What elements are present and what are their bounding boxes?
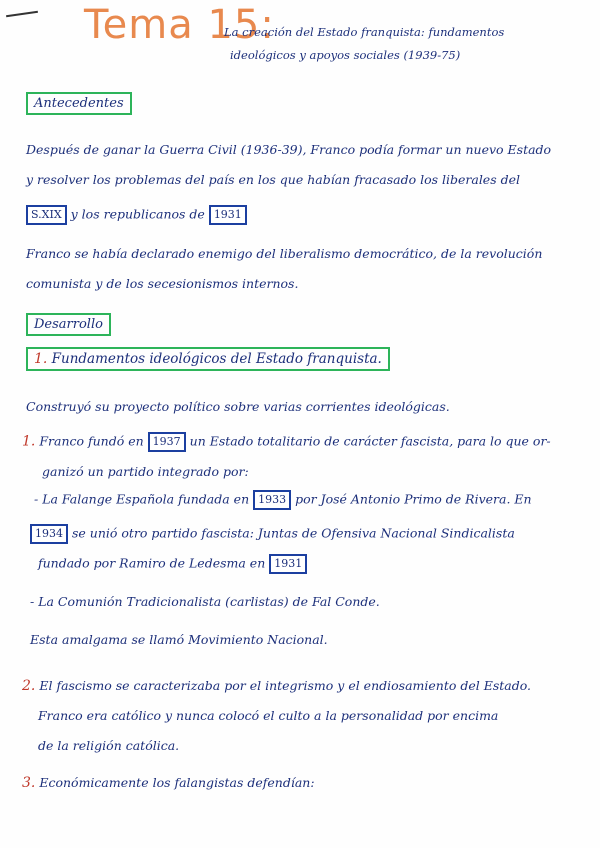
page-subtitle-line2: ideológicos y apoyos sociales (1939-75) xyxy=(230,48,461,62)
dash1-text-a: - La Falange Española fundada en xyxy=(34,491,250,507)
year-box-1931: 1931 xyxy=(209,205,247,225)
item2-line3: de la religión católica. xyxy=(38,738,180,753)
antecedentes-p1-line1: Después de ganar la Guerra Civil (1936-39), Franco podía formar un nuevo Estado xyxy=(26,142,552,157)
section1-title: Fundamentos ideológicos del Estado franquista. xyxy=(51,351,382,367)
dash1-line2 xyxy=(30,524,515,544)
item1-text-a: Franco fundó en xyxy=(39,433,144,449)
page-subtitle-line1: La creación del Estado franquista: fundamentos xyxy=(224,25,505,39)
item2-number: 2. xyxy=(22,678,36,694)
year-box-1933: 1933 xyxy=(253,490,291,510)
antecedentes-p2-line2: comunista y de los secesionismos internos. xyxy=(26,276,299,291)
year-box-1931-ledesma: 1931 xyxy=(269,554,307,574)
section1-number: 1. xyxy=(34,351,48,367)
antecedentes-p1-line3 xyxy=(26,205,247,225)
amalgama-line: Esta amalgama se llamó Movimiento Nacional. xyxy=(30,632,328,647)
item3-line1 xyxy=(22,775,315,791)
dash1-line1 xyxy=(34,490,532,510)
item1-line2: ganizó un partido integrado por: xyxy=(42,464,249,479)
year-box-1937: 1937 xyxy=(148,432,186,452)
dash1-text-d: fundado por Ramiro de Ledesma en xyxy=(38,555,266,571)
year-box-1934: 1934 xyxy=(30,524,68,544)
antecedentes-p1-line2: y resolver los problemas del país en los que habían fracasado los liberales del xyxy=(26,172,520,187)
dash1-text-b: por José Antonio Primo de Rivera. En xyxy=(295,491,532,507)
item2-line1 xyxy=(22,678,531,694)
item1-number: 1. xyxy=(22,433,36,450)
dash1-text-c: se unió otro partido fascista: Juntas de Ofensiva Nacional Sindicalista xyxy=(71,525,515,541)
year-box-sxix: S.XIX xyxy=(26,205,67,225)
desarrollo-intro: Construyó su proyecto político sobre varias corrientes ideológicas. xyxy=(26,399,450,414)
page-title: Tema 15: xyxy=(84,2,275,48)
section-heading-desarrollo: Desarrollo xyxy=(26,313,111,336)
item3-text-line1: Económicamente los falangistas defendían: xyxy=(39,775,315,790)
item2-line2: Franco era católico y nunca colocó el culto a la personalidad por encima xyxy=(38,708,499,723)
item1-text-b: un Estado totalitario de carácter fascista, para lo que or- xyxy=(189,433,551,449)
dash2-line: - La Comunión Tradicionalista (carlistas) de Fal Conde. xyxy=(30,594,380,609)
section1-title-box xyxy=(26,347,390,371)
corner-pen-stroke xyxy=(6,11,38,17)
antecedentes-p1-line3-text: y los republicanos de xyxy=(70,206,205,222)
section-heading-antecedentes: Antecedentes xyxy=(26,92,132,115)
item1-line1 xyxy=(22,432,551,452)
dash1-line3 xyxy=(38,554,307,574)
antecedentes-p2-line1: Franco se había declarado enemigo del liberalismo democrático, de la revolución xyxy=(26,246,543,261)
item3-number: 3. xyxy=(22,775,36,791)
item2-text-line1: El fascismo se caracterizaba por el integrismo y el endiosamiento del Estado. xyxy=(39,678,532,693)
